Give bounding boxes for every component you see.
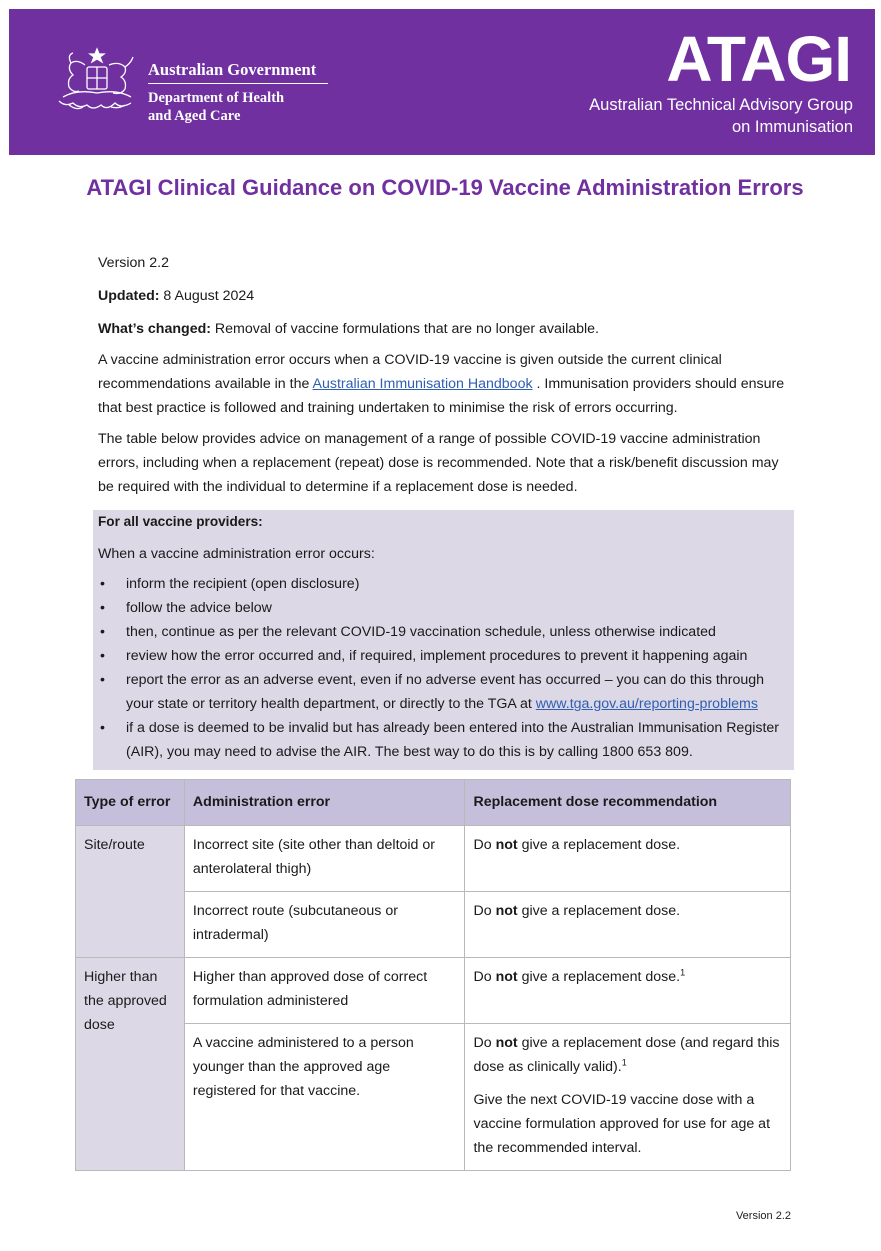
list-item: • if a dose is deemed to be invalid but has already been entered into the Australian Immunisation Register (AIR), you may need to advise the AIR. The best way to do this is by calling 1800 653 809. bbox=[98, 716, 793, 764]
atagi-subtitle bbox=[589, 94, 853, 138]
changed-line bbox=[98, 317, 798, 341]
error-table bbox=[75, 779, 791, 1171]
government-title: Australian Government bbox=[148, 60, 328, 84]
footnote-marker: 1 bbox=[621, 1057, 627, 1068]
table-header-row bbox=[76, 780, 791, 826]
tga-reporting-link[interactable]: www.tga.gov.au/reporting-problems bbox=[535, 696, 758, 712]
bullet-icon: • bbox=[100, 720, 105, 736]
coat-of-arms-icon bbox=[49, 43, 145, 115]
footer-version: Version 2.2 bbox=[735, 1210, 791, 1222]
updated-label: Updated: bbox=[98, 288, 160, 304]
callout-bullet-list bbox=[98, 572, 793, 764]
list-item: • report the error as an adverse event, even if no adverse event has occurred – you can do this through your state or territory health department, or directly to the TGA at www.tga.gov.au/reporting-problems bbox=[98, 668, 793, 716]
header-banner bbox=[9, 9, 875, 155]
list-item: • follow the advice below bbox=[98, 596, 793, 620]
version-line: Version 2.2 bbox=[98, 255, 169, 271]
bullet-icon: • bbox=[100, 624, 105, 640]
recommendation-cell: Do not give a replacement dose.$^1$ bbox=[465, 958, 791, 1024]
error-type-cell: Higher than the approved dose bbox=[76, 958, 185, 1171]
department-line-2: and Aged Care bbox=[148, 108, 241, 124]
recommendation-cell bbox=[465, 1024, 791, 1171]
list-item: • inform the recipient (open disclosure) bbox=[98, 572, 793, 596]
administration-error-cell: Incorrect route (subcutaneous or intradermal) bbox=[184, 892, 465, 958]
callout-heading: For all vaccine providers: bbox=[98, 514, 263, 529]
bullet-icon: • bbox=[100, 576, 105, 592]
not-emphasis: not bbox=[495, 837, 518, 853]
changed-label: What’s changed: bbox=[98, 321, 211, 337]
document-title: ATAGI Clinical Guidance on COVID-19 Vaccine Administration Errors bbox=[86, 175, 804, 200]
bullet-icon: • bbox=[100, 648, 105, 664]
bullet-icon: • bbox=[100, 600, 105, 616]
recommendation-paragraph-2: Give the next COVID-19 vaccine dose with a vaccine formulation approved for use for age at the recommended interval. bbox=[473, 1092, 771, 1156]
table-row bbox=[76, 958, 791, 1024]
updated-line bbox=[98, 284, 798, 308]
header-administration-error: Administration error bbox=[184, 780, 465, 826]
bullet-icon: • bbox=[100, 672, 105, 688]
atagi-subtitle-line-2: on Immunisation bbox=[731, 118, 853, 136]
atagi-subtitle-line-1: Australian Technical Advisory Group bbox=[589, 96, 853, 114]
list-item: • then, continue as per the relevant COVID-19 vaccination schedule, unless otherwise indicated bbox=[98, 620, 793, 644]
error-type-cell: Site/route bbox=[76, 826, 185, 958]
atagi-logo-text: ATAGI bbox=[666, 23, 851, 95]
not-emphasis: not bbox=[495, 903, 518, 919]
department-name bbox=[148, 89, 284, 125]
administration-error-cell: Incorrect site (site other than deltoid or anterolateral thigh) bbox=[184, 826, 465, 892]
intro-paragraph-2: The table below provides advice on management of a range of possible COVID-19 vaccine administration errors, including when a replacement (repeat) dose is recommended. Note that a risk/benefit discussion may be required with the individual to determine if a replacement dose is needed. bbox=[98, 431, 779, 495]
list-item: • review how the error occurred and, if required, implement procedures to prevent it happening again bbox=[98, 644, 793, 668]
administration-error-cell: Higher than approved dose of correct formulation administered bbox=[184, 958, 465, 1024]
footnote-marker: 1 bbox=[680, 967, 686, 978]
updated-value: 8 August 2024 bbox=[159, 288, 255, 304]
administration-error-cell: A vaccine administered to a person younger than the approved age registered for that vaccine. bbox=[184, 1024, 465, 1171]
not-emphasis: not bbox=[495, 969, 518, 985]
department-line-1: Department of Health bbox=[148, 90, 285, 106]
changed-value: Removal of vaccine formulations that are no longer available. bbox=[210, 321, 599, 337]
provider-callout bbox=[93, 510, 794, 770]
intro1-text-after: . Immunisation providers should ensure that best practice is followed and training undertaken to minimise the risk of errors occurring. bbox=[98, 376, 785, 416]
table-row bbox=[76, 826, 791, 892]
recommendation-cell: Do not give a replacement dose. bbox=[465, 892, 791, 958]
intro1-text-before: A vaccine administration error occurs when a COVID-19 vaccine is given outside the current clinical recommendations available in the bbox=[98, 352, 722, 392]
intro-paragraph-1 bbox=[98, 348, 798, 420]
recommendation-paragraph-1: Do not give a replacement dose (and regard this dose as clinically valid).$^1$ bbox=[473, 1035, 780, 1075]
callout-lead: When a vaccine administration error occurs: bbox=[98, 546, 375, 562]
header-type-of-error: Type of error bbox=[76, 780, 185, 826]
handbook-link[interactable]: Australian Immunisation Handbook bbox=[312, 376, 533, 392]
not-emphasis: not bbox=[495, 1035, 518, 1051]
recommendation-cell: Do not give a replacement dose. bbox=[465, 826, 791, 892]
header-replacement-recommendation: Replacement dose recommendation bbox=[465, 780, 791, 826]
document-intro bbox=[98, 251, 798, 499]
